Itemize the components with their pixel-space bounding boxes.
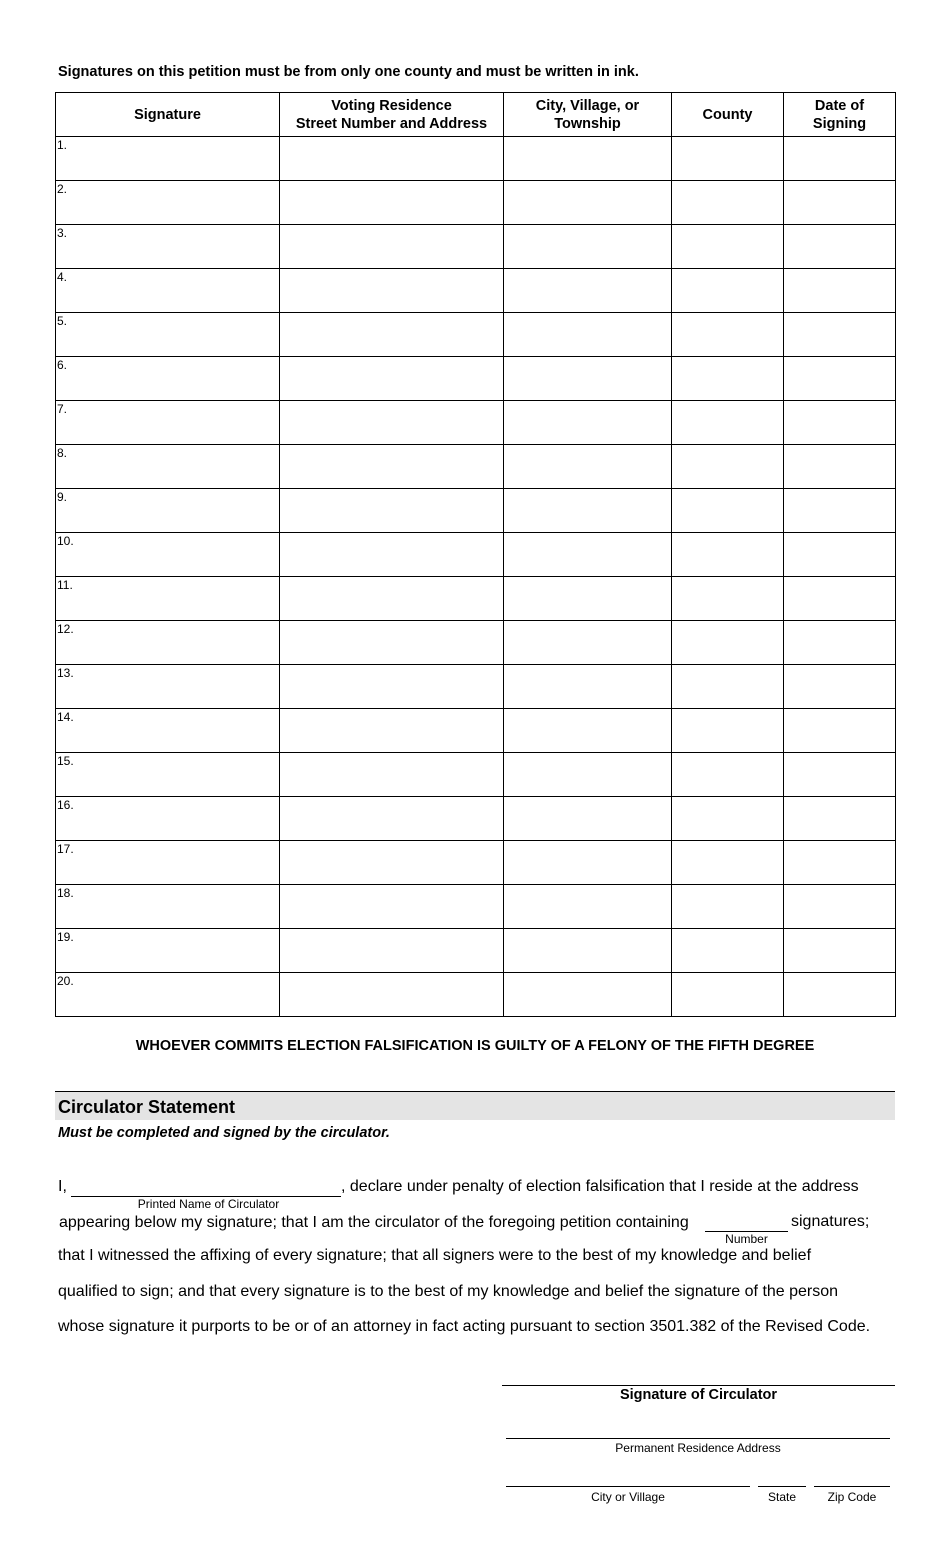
row-number: 9. xyxy=(57,490,68,504)
circulator-subtitle: Must be completed and signed by the circulator. xyxy=(58,1125,390,1141)
address-cell[interactable] xyxy=(280,577,504,621)
table-row xyxy=(56,225,896,269)
address-cell[interactable] xyxy=(280,797,504,841)
table-row xyxy=(56,313,896,357)
printed-name-label: Printed Name of Circulator xyxy=(137,1197,280,1211)
signature-label: Signature of Circulator xyxy=(619,1387,778,1403)
signature-cell[interactable] xyxy=(56,621,280,665)
address-cell[interactable] xyxy=(280,357,504,401)
signature-cell[interactable] xyxy=(56,709,280,753)
address-cell[interactable] xyxy=(280,313,504,357)
header-date-of-signing: Date of Signing xyxy=(784,93,896,137)
row-number: 6. xyxy=(57,358,68,372)
statement-line4: qualified to sign; and that every signature is to the best of my knowledge and belief the signature of the person xyxy=(58,1283,839,1300)
county-cell[interactable] xyxy=(672,797,784,841)
date-cell[interactable] xyxy=(784,137,896,181)
address-cell[interactable] xyxy=(280,181,504,225)
table-row xyxy=(56,621,896,665)
date-cell[interactable] xyxy=(784,357,896,401)
city-cell[interactable] xyxy=(504,401,672,445)
city-cell[interactable] xyxy=(504,885,672,929)
date-cell[interactable] xyxy=(784,797,896,841)
signature-cell[interactable] xyxy=(56,577,280,621)
date-cell[interactable] xyxy=(784,489,896,533)
statement-line5: whose signature it purports to be or of an attorney in fact acting pursuant to section 3501.382 of the Revised Code. xyxy=(58,1318,871,1335)
signature-cell[interactable] xyxy=(56,929,280,973)
signature-cell[interactable] xyxy=(56,973,280,1017)
county-cell[interactable] xyxy=(672,885,784,929)
table-row xyxy=(56,401,896,445)
table-row xyxy=(56,709,896,753)
table-row xyxy=(56,489,896,533)
table-row xyxy=(56,357,896,401)
date-cell[interactable] xyxy=(784,577,896,621)
city-cell[interactable] xyxy=(504,841,672,885)
county-cell[interactable] xyxy=(672,313,784,357)
county-cell[interactable] xyxy=(672,665,784,709)
county-cell[interactable] xyxy=(672,137,784,181)
date-cell[interactable] xyxy=(784,621,896,665)
row-number: 8. xyxy=(57,446,68,460)
date-cell[interactable] xyxy=(784,445,896,489)
date-cell[interactable] xyxy=(784,269,896,313)
table-row xyxy=(56,577,896,621)
date-cell[interactable] xyxy=(784,665,896,709)
city-cell[interactable] xyxy=(504,313,672,357)
signature-cell[interactable] xyxy=(56,489,280,533)
row-number: 12. xyxy=(57,622,74,636)
signature-cell[interactable] xyxy=(56,533,280,577)
signature-cell[interactable] xyxy=(56,885,280,929)
county-cell[interactable] xyxy=(672,753,784,797)
county-cell[interactable] xyxy=(672,401,784,445)
signature-cell[interactable] xyxy=(56,181,280,225)
circulator-title: Circulator Statement xyxy=(58,1097,236,1117)
row-number: 20. xyxy=(57,974,74,988)
row-number: 14. xyxy=(57,710,74,724)
signature-cell[interactable] xyxy=(56,137,280,181)
signature-cell[interactable] xyxy=(56,357,280,401)
row-number: 11. xyxy=(57,578,73,592)
county-cell[interactable] xyxy=(672,181,784,225)
state-label: State xyxy=(767,1490,797,1504)
address-cell[interactable] xyxy=(280,401,504,445)
row-number: 13. xyxy=(57,666,74,680)
city-cell[interactable] xyxy=(504,797,672,841)
signature-cell[interactable] xyxy=(56,269,280,313)
statement-line2-start: appearing below my signature; that I am the circulator of the foregoing petition containing xyxy=(59,1214,689,1231)
city-cell[interactable] xyxy=(504,181,672,225)
row-number: 1. xyxy=(57,138,68,152)
row-number: 4. xyxy=(57,270,68,284)
city-label: City or Village xyxy=(591,1490,665,1504)
county-cell[interactable] xyxy=(672,973,784,1017)
address-cell[interactable] xyxy=(280,709,504,753)
table-row xyxy=(56,885,896,929)
header-county: County xyxy=(672,93,784,137)
table-header-row xyxy=(56,93,896,137)
county-cell[interactable] xyxy=(672,577,784,621)
date-cell[interactable] xyxy=(784,313,896,357)
address-cell[interactable] xyxy=(280,533,504,577)
date-cell[interactable] xyxy=(784,841,896,885)
city-cell[interactable] xyxy=(504,357,672,401)
table-row xyxy=(56,797,896,841)
row-number: 16. xyxy=(57,798,74,812)
address-cell[interactable] xyxy=(280,665,504,709)
city-cell[interactable] xyxy=(504,753,672,797)
signature-table xyxy=(55,92,896,1017)
date-cell[interactable] xyxy=(784,973,896,1017)
address-cell[interactable] xyxy=(280,885,504,929)
row-number: 2. xyxy=(57,182,68,196)
row-number: 19. xyxy=(57,930,74,944)
statement-line3: that I witnessed the affixing of every signature; that all signers were to the best of my knowledge and belief xyxy=(58,1247,812,1264)
felony-warning: WHOEVER COMMITS ELECTION FALSIFICATION IS GUILTY OF A FELONY OF THE FIFTH DEGREE xyxy=(135,1038,815,1054)
signature-cell[interactable] xyxy=(56,841,280,885)
date-cell[interactable] xyxy=(784,709,896,753)
county-cell[interactable] xyxy=(672,489,784,533)
header-voting-residence: Voting Residence Street Number and Address xyxy=(280,93,504,137)
address-cell[interactable] xyxy=(280,753,504,797)
city-field[interactable] xyxy=(506,1486,750,1487)
county-cell[interactable] xyxy=(672,357,784,401)
petition-instruction: Signatures on this petition must be from only one county and must be written in ink. xyxy=(58,64,639,80)
date-cell[interactable] xyxy=(784,225,896,269)
signature-cell[interactable] xyxy=(56,401,280,445)
statement-line1-start: I, xyxy=(58,1178,67,1195)
table-row xyxy=(56,973,896,1017)
city-cell[interactable] xyxy=(504,533,672,577)
date-cell[interactable] xyxy=(784,533,896,577)
table-row xyxy=(56,445,896,489)
address-cell[interactable] xyxy=(280,225,504,269)
date-cell[interactable] xyxy=(784,401,896,445)
city-cell[interactable] xyxy=(504,225,672,269)
county-cell[interactable] xyxy=(672,445,784,489)
statement-line2-end: signatures; xyxy=(791,1213,870,1230)
city-cell[interactable] xyxy=(504,269,672,313)
table-row xyxy=(56,181,896,225)
county-cell[interactable] xyxy=(672,621,784,665)
address-label: Permanent Residence Address xyxy=(615,1441,781,1455)
county-cell[interactable] xyxy=(672,533,784,577)
row-number: 10. xyxy=(57,534,74,548)
signature-cell[interactable] xyxy=(56,445,280,489)
county-cell[interactable] xyxy=(672,269,784,313)
row-number: 17. xyxy=(57,842,74,856)
signature-field[interactable] xyxy=(502,1385,895,1386)
row-number: 3. xyxy=(57,226,68,240)
city-cell[interactable] xyxy=(504,445,672,489)
signature-cell[interactable] xyxy=(56,665,280,709)
address-field[interactable] xyxy=(506,1438,890,1439)
row-number: 15. xyxy=(57,754,74,768)
signature-cell[interactable] xyxy=(56,313,280,357)
table-row xyxy=(56,137,896,181)
address-cell[interactable] xyxy=(280,445,504,489)
address-cell[interactable] xyxy=(280,929,504,973)
table-row xyxy=(56,533,896,577)
address-cell[interactable] xyxy=(280,137,504,181)
date-cell[interactable] xyxy=(784,929,896,973)
statement-line1-end: , declare under penalty of election falsification that I reside at the address xyxy=(341,1178,859,1195)
county-cell[interactable] xyxy=(672,225,784,269)
city-cell[interactable] xyxy=(504,577,672,621)
county-cell[interactable] xyxy=(672,709,784,753)
table-row xyxy=(56,841,896,885)
header-signature: Signature xyxy=(56,93,280,137)
signature-cell[interactable] xyxy=(56,753,280,797)
address-cell[interactable] xyxy=(280,973,504,1017)
header-city-village-township: City, Village, or Township xyxy=(504,93,672,137)
date-cell[interactable] xyxy=(784,753,896,797)
county-cell[interactable] xyxy=(672,841,784,885)
zip-label: Zip Code xyxy=(827,1490,877,1504)
city-cell[interactable] xyxy=(504,621,672,665)
address-cell[interactable] xyxy=(280,269,504,313)
address-cell[interactable] xyxy=(280,621,504,665)
row-number: 5. xyxy=(57,314,68,328)
table-row xyxy=(56,665,896,709)
county-cell[interactable] xyxy=(672,929,784,973)
row-number: 18. xyxy=(57,886,74,900)
signature-cell[interactable] xyxy=(56,797,280,841)
zip-field[interactable] xyxy=(814,1486,890,1487)
table-row xyxy=(56,269,896,313)
row-number: 7. xyxy=(57,402,68,416)
number-label: Number xyxy=(725,1232,768,1246)
table-row xyxy=(56,929,896,973)
city-cell[interactable] xyxy=(504,973,672,1017)
state-field[interactable] xyxy=(758,1486,806,1487)
address-cell[interactable] xyxy=(280,841,504,885)
address-cell[interactable] xyxy=(280,489,504,533)
date-cell[interactable] xyxy=(784,885,896,929)
city-cell[interactable] xyxy=(504,489,672,533)
signature-cell[interactable] xyxy=(56,225,280,269)
city-cell[interactable] xyxy=(504,665,672,709)
city-cell[interactable] xyxy=(504,929,672,973)
city-cell[interactable] xyxy=(504,709,672,753)
city-cell[interactable] xyxy=(504,137,672,181)
table-row xyxy=(56,753,896,797)
date-cell[interactable] xyxy=(784,181,896,225)
